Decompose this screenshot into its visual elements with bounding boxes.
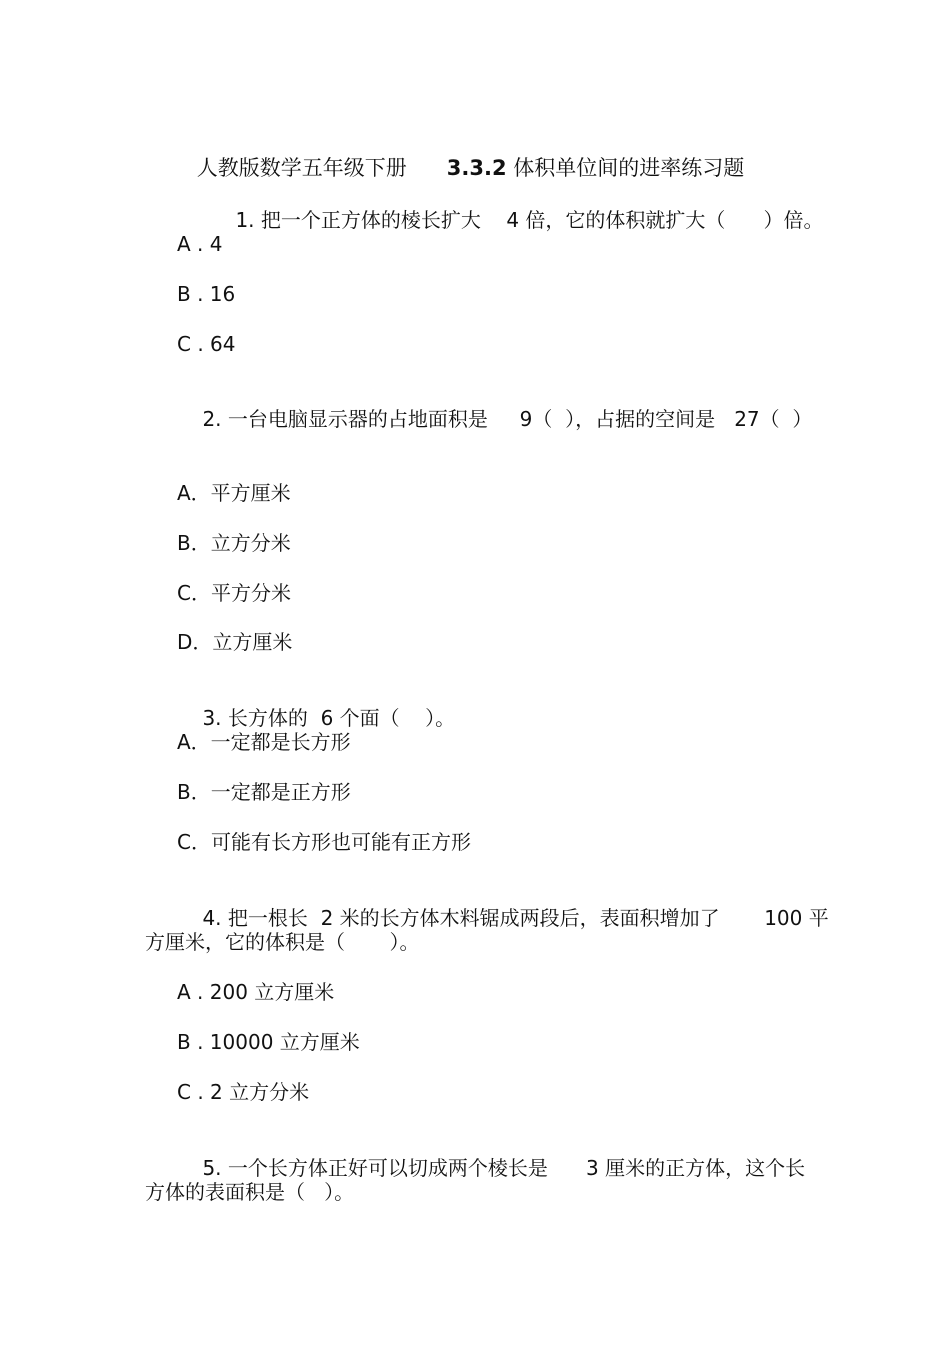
title-code: 3.3.2 [446, 156, 507, 180]
question-number: 2. [202, 407, 222, 431]
question-text: 把一根长 2 米的长方体木料锯成两段后，表面积增加了 100 平 [227, 906, 829, 930]
option-1a: A . 4 [177, 232, 223, 256]
question-number: 4. [202, 906, 222, 930]
option-2a: A．平方厘米 [177, 481, 291, 505]
option-3b: B．一定都是正方形 [177, 780, 351, 804]
option-1c: C . 64 [177, 332, 236, 356]
option-4c: C . 2 立方分米 [177, 1080, 310, 1104]
question-text: 一个长方体正好可以切成两个棱长是 3 厘米的正方体，这个长 [227, 1156, 806, 1180]
question-number: 1. [235, 208, 255, 232]
question-2 [177, 380, 812, 458]
question-text: 长方体的 6 个面（ ）。 [227, 706, 456, 730]
question-5-continued: 方体的表面积是（ ）。 [145, 1180, 355, 1204]
option-3c: C．可能有长方形也可能有正方形 [177, 830, 471, 854]
option-1b: B . 16 [177, 282, 236, 306]
option-3a: A．一定都是长方形 [177, 730, 351, 754]
title-suffix: 体积单位间的进率练习题 [513, 156, 745, 180]
option-4a: A . 200 立方厘米 [177, 980, 335, 1004]
question-number: 5. [202, 1156, 222, 1180]
question-number: 3. [202, 706, 222, 730]
option-2c: C．平方分米 [177, 581, 291, 605]
title-prefix: 人教版数学五年级下册 [196, 156, 407, 180]
question-text: 把一个正方体的棱长扩大 4 倍，它的体积就扩大（ ）倍。 [260, 208, 824, 232]
option-2b: B．立方分米 [177, 531, 291, 555]
option-4b: B . 10000 立方厘米 [177, 1030, 360, 1054]
option-2d: D．立方厘米 [177, 630, 293, 654]
question-text: 一台电脑显示器的占地面积是 9（ ），占据的空间是 27（ ） [227, 407, 813, 431]
question-4-continued: 方厘米，它的体积是（ ）。 [145, 930, 420, 954]
question-1 [210, 181, 824, 259]
